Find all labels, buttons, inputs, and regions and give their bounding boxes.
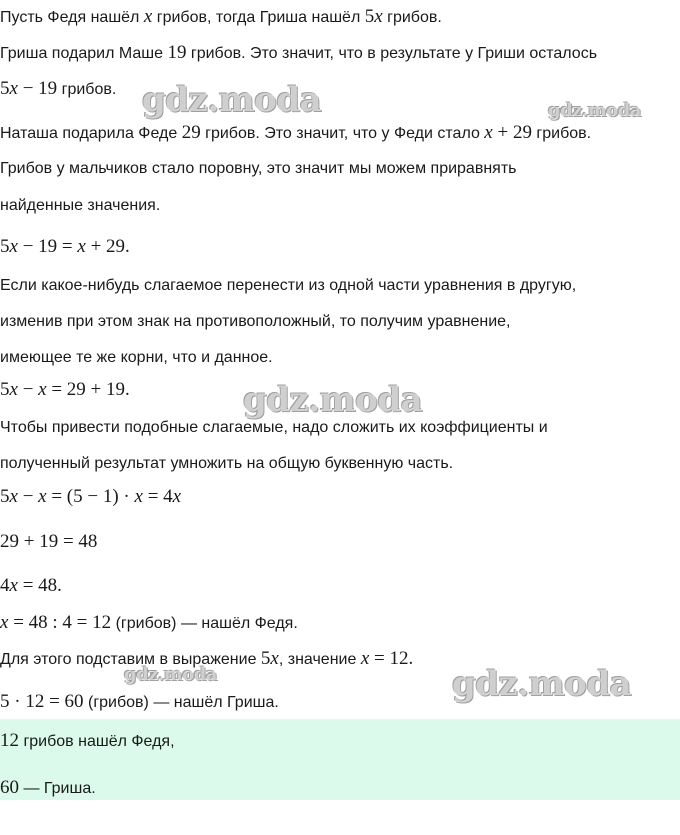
math-num: 60 — [0, 777, 19, 798]
math-var: x — [0, 612, 9, 633]
math-expr: = 29 + 19. — [46, 379, 130, 400]
text-line-3 — [0, 79, 116, 100]
math-num: 5 — [0, 236, 10, 257]
answer-line-1 — [0, 731, 175, 752]
math-expr: − — [17, 486, 39, 507]
math-var: x — [38, 486, 47, 507]
math-var: x — [9, 236, 18, 257]
text: грибов. — [382, 9, 442, 26]
text: грибов. — [531, 125, 592, 142]
math-var: x — [374, 6, 383, 27]
equation-6 — [0, 613, 298, 634]
math-expr: 5 · 12 = 60 — [0, 691, 84, 712]
math-num: 5 — [364, 6, 375, 27]
math-var: x — [9, 486, 18, 507]
text: грибов. Это значит, что в результате у Гриши осталось — [186, 45, 598, 62]
math-var: x — [172, 486, 182, 507]
text-line-1 — [0, 7, 442, 28]
equation-7 — [0, 692, 279, 713]
text: (грибов) — нашёл Федя. — [111, 615, 298, 632]
text: грибов, тогда Гриша нашёл — [152, 9, 365, 26]
math-expr: = 48. — [17, 575, 62, 596]
text: Для этого подставим в выражение — [0, 651, 261, 668]
watermark: gdz.moda — [548, 100, 641, 121]
equation-3 — [0, 487, 181, 508]
math-expr: + 29. — [85, 236, 130, 257]
text: Гриша подарил Маше — [0, 45, 168, 62]
text-line-9: изменив при этом знак на противоположный, то получим уравнение, — [0, 313, 511, 330]
watermark: gdz.moda — [452, 664, 632, 704]
math-num: 5 — [260, 648, 271, 669]
text: Пусть Федя нашёл — [0, 9, 144, 26]
text-line-4 — [0, 123, 591, 144]
equation-4: 29 + 19 = 48 — [0, 531, 98, 552]
text-line-18 — [0, 649, 413, 670]
watermark: gdz.moda — [142, 80, 322, 120]
equation-5 — [0, 576, 62, 597]
math-num: 19 — [167, 42, 187, 63]
math-expr: + 29 — [492, 122, 532, 143]
math-var: x — [9, 575, 18, 596]
math-var: x — [9, 78, 18, 99]
text-line-5: Грибов у мальчиков стало поровну, это значит мы можем приравнять — [0, 160, 517, 177]
text: (грибов) — нашёл Гриша. — [83, 694, 279, 711]
math-var: x — [77, 236, 86, 257]
math-var: x — [38, 379, 47, 400]
math-expr: = 12. — [369, 648, 414, 669]
text-line-13: полученный результат умножить на общую буквенную часть. — [0, 455, 454, 472]
math-num: 12 — [0, 730, 19, 751]
text: грибов. Это значит, что у Феди стало — [200, 125, 485, 142]
math-num: 5 — [0, 486, 10, 507]
text-line-8: Если какое-нибудь слагаемое перенести из одной части уравнения в другую, — [0, 277, 577, 294]
text-line-6: найденные значения. — [0, 197, 161, 214]
math-var: x — [484, 122, 493, 143]
math-num: 5 — [0, 78, 10, 99]
text-line-2 — [0, 43, 597, 64]
math-expr: − 19 = — [17, 236, 78, 257]
math-var: x — [143, 6, 153, 27]
math-num: 29 — [181, 122, 201, 143]
text: , значение — [278, 651, 361, 668]
math-expr: − 19 — [17, 78, 58, 99]
text: грибов нашёл Федя, — [19, 733, 175, 750]
math-var: x — [360, 648, 370, 669]
watermark: gdz.moda — [243, 380, 423, 420]
math-expr: = (5 − 1) · — [46, 486, 135, 507]
text-line-10: имеющее те же корни, что и данное. — [0, 349, 273, 366]
answer-line-2 — [0, 778, 96, 799]
math-var: x — [270, 648, 279, 669]
text: грибов. — [57, 81, 117, 98]
math-expr: = 4 — [142, 486, 173, 507]
text: — Гриша. — [19, 780, 96, 797]
math-num: 5 — [0, 379, 10, 400]
text-line-12: Чтобы привести подобные слагаемые, надо сложить их коэффициенты и — [0, 419, 548, 436]
math-num: 4 — [0, 575, 10, 596]
answer-box — [0, 719, 680, 800]
equation-2 — [0, 380, 130, 401]
math-var: x — [9, 379, 18, 400]
equation-1 — [0, 237, 130, 258]
watermark: gdz.moda — [124, 664, 217, 685]
text: Наташа подарила Феде — [0, 125, 182, 142]
math-var: x — [134, 486, 143, 507]
math-expr: = 48 : 4 = 12 — [8, 612, 112, 633]
math-expr: − — [17, 379, 39, 400]
